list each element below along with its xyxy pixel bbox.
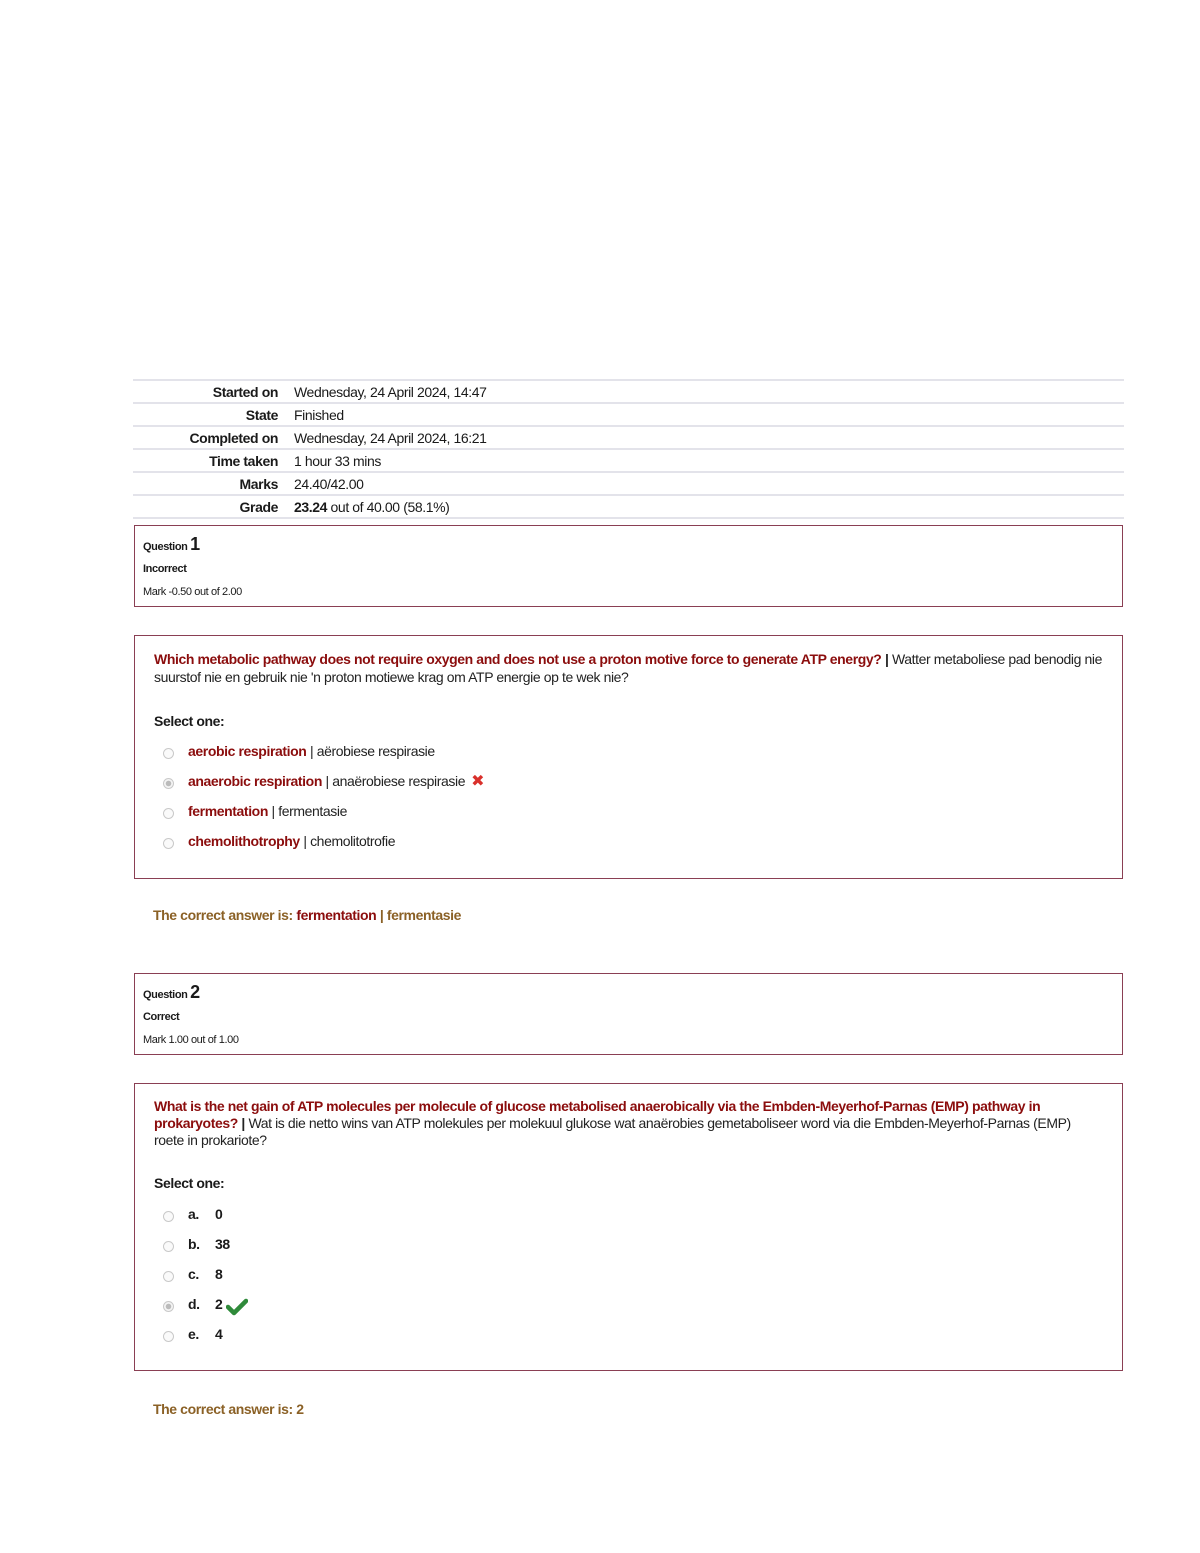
question-label: Question xyxy=(143,989,188,1001)
separator: | xyxy=(379,907,384,923)
answer-option[interactable] xyxy=(163,771,484,791)
question-number-value: 1 xyxy=(190,534,200,554)
option-letter: b. xyxy=(188,1236,200,1252)
feedback-prefix: The correct answer is: xyxy=(153,907,293,923)
summary-value: Wednesday, 24 April 2024, 16:21 xyxy=(294,426,1124,449)
summary-value: Wednesday, 24 April 2024, 14:47 xyxy=(294,380,1124,403)
option-letter: c. xyxy=(188,1266,199,1282)
summary-value xyxy=(294,495,1124,518)
summary-label: Completed on xyxy=(133,426,294,449)
radio-button[interactable] xyxy=(163,1271,174,1282)
answer-option[interactable] xyxy=(163,741,435,761)
answer-option[interactable] xyxy=(163,1324,222,1344)
summary-label: Grade xyxy=(133,495,294,518)
summary-label: Started on xyxy=(133,380,294,403)
summary-label: Marks xyxy=(133,472,294,495)
option-text-af: chemolitotrofie xyxy=(310,833,396,849)
question-1-info xyxy=(134,525,1123,607)
radio-button-selected[interactable] xyxy=(163,778,174,789)
summary-label: State xyxy=(133,403,294,426)
question-text xyxy=(154,650,1104,686)
option-letter: a. xyxy=(188,1206,199,1222)
summary-row xyxy=(133,426,1124,449)
option-text-af: anaërobiese respirasie xyxy=(332,773,466,789)
summary-value: 24.40/42.00 xyxy=(294,472,1124,495)
question-label: Question xyxy=(143,541,188,553)
option-value: 4 xyxy=(215,1326,223,1342)
select-one-prompt: Select one: xyxy=(154,1175,225,1191)
summary-row xyxy=(133,495,1124,518)
option-text-en: aerobic respiration xyxy=(188,743,307,759)
summary-row xyxy=(133,403,1124,426)
summary-row xyxy=(133,449,1124,472)
question-1-content xyxy=(134,635,1123,879)
separator: | xyxy=(271,803,275,819)
question-number-value: 2 xyxy=(190,982,200,1002)
correct-answer-en: fermentation xyxy=(296,907,377,923)
correct-answer-af: fermentasie xyxy=(386,907,462,923)
radio-button[interactable] xyxy=(163,748,174,759)
option-letter: d. xyxy=(188,1296,200,1312)
option-text-en: chemolithotrophy xyxy=(188,833,300,849)
question-number xyxy=(143,534,200,555)
separator: | xyxy=(884,651,889,667)
answer-option[interactable] xyxy=(163,831,395,851)
radio-button[interactable] xyxy=(163,808,174,819)
summary-value: 1 hour 33 mins xyxy=(294,449,1124,472)
check-icon xyxy=(226,1298,248,1316)
option-value: 8 xyxy=(215,1266,223,1282)
cross-icon: ✖ xyxy=(471,773,485,790)
answer-option[interactable] xyxy=(163,1234,230,1254)
option-value: 0 xyxy=(215,1206,223,1222)
option-text-af: aërobiese respirasie xyxy=(316,743,435,759)
question-text-en: What is the net gain of ATP molecules per molecule of glucose metabolised anaerobically via the Embden-Meyerhof-Parnas (EMP) pathway in prokaryotes? xyxy=(154,1098,1041,1131)
question-mark: Mark 1.00 out of 1.00 xyxy=(143,1034,239,1046)
separator: | xyxy=(309,743,314,759)
answer-option[interactable] xyxy=(163,1294,248,1314)
option-value: 38 xyxy=(215,1236,230,1252)
option-value: 2 xyxy=(215,1296,223,1312)
option-text-en: anaerobic respiration xyxy=(188,773,322,789)
question-2-content xyxy=(134,1083,1123,1371)
question-2-info xyxy=(134,973,1123,1055)
radio-button[interactable] xyxy=(163,1241,174,1252)
question-mark: Mark -0.50 out of 2.00 xyxy=(143,586,242,598)
grade-value: 23.24 xyxy=(294,499,328,515)
question-state: Correct xyxy=(143,1011,180,1023)
radio-button[interactable] xyxy=(163,1211,174,1222)
question-text-en: Which metabolic pathway does not require oxygen and does not use a proton motive force to generate ATP energy? xyxy=(154,651,882,667)
separator: | xyxy=(241,1115,245,1131)
separator: | xyxy=(303,833,307,849)
option-text-af: fermentasie xyxy=(278,803,347,819)
summary-value: Finished xyxy=(294,403,1124,426)
option-text-en: fermentation xyxy=(188,803,268,819)
question-text-af: Watter metaboliese pad benodig nie suurstof nie en gebruik nie 'n proton motiewe krag om ATP energie op te wek nie? xyxy=(154,651,1102,685)
question-number xyxy=(143,982,200,1003)
question-text xyxy=(154,1098,1104,1149)
correct-answer-feedback xyxy=(153,907,461,923)
select-one-prompt: Select one: xyxy=(154,713,225,729)
answer-option[interactable] xyxy=(163,1264,222,1284)
grade-detail: out of 40.00 (58.1%) xyxy=(330,499,450,515)
question-state: Incorrect xyxy=(143,563,187,575)
question-text-af: Wat is die netto wins van ATP molekules per molekuul glukose wat anaërobies gemetaboliseer word via die Embden-Meyerhof-Parnas (EMP) roete in prokariote? xyxy=(154,1115,1071,1148)
radio-button-selected[interactable] xyxy=(163,1301,174,1312)
correct-answer-feedback: The correct answer is: 2 xyxy=(153,1401,304,1417)
separator: | xyxy=(325,773,329,789)
answer-option[interactable] xyxy=(163,801,347,821)
option-letter: e. xyxy=(188,1326,199,1342)
radio-button[interactable] xyxy=(163,838,174,849)
attempt-summary-table xyxy=(133,379,1124,519)
summary-row xyxy=(133,380,1124,403)
answer-option[interactable] xyxy=(163,1204,222,1224)
summary-row xyxy=(133,472,1124,495)
radio-button[interactable] xyxy=(163,1331,174,1342)
summary-label: Time taken xyxy=(133,449,294,472)
